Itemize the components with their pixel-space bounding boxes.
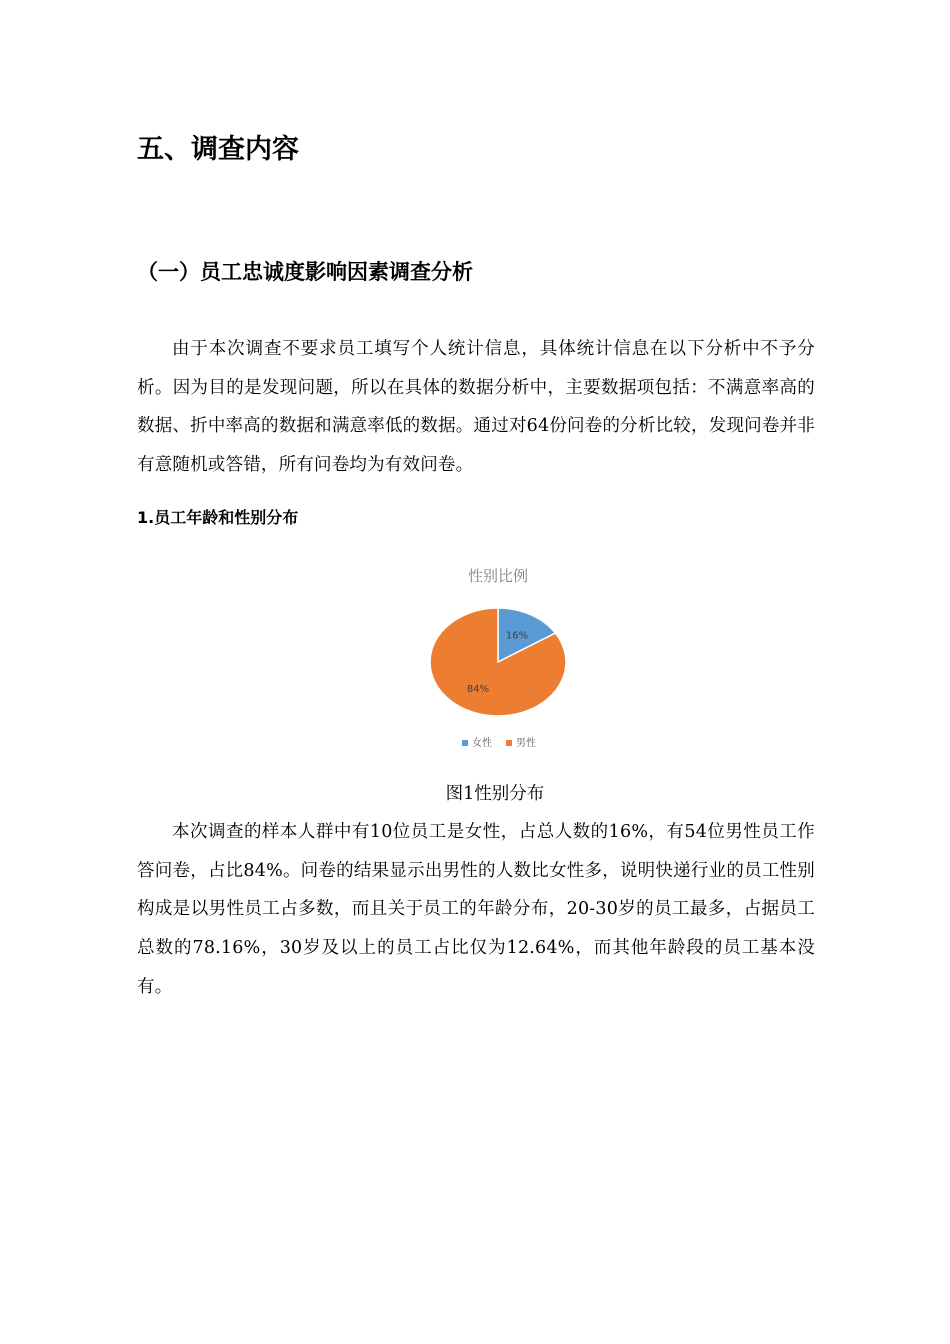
pie-data-label: 16% [505,630,529,642]
legend-label: 男性 [516,738,536,749]
item-heading: 1.员工年龄和性别分布 [137,508,299,527]
section-heading: 五、调查内容 [137,134,299,165]
subsection-heading: （一）员工忠诚度影响因素调查分析 [137,260,473,284]
chart-title: 性别比例 [467,567,529,585]
legend-label: 女性 [472,738,492,749]
figure-caption: 图1性别分布 [445,784,545,804]
chart-legend [462,736,536,749]
legend-swatch [506,740,512,746]
gender-pie-chart [400,555,600,765]
result-paragraph: 本次调查的样本人群中有10位员工是女性，占总人数的16%，有54位男性员工作答问卷，占比84%。问卷的结果显示出男性的人数比女性多，说明快递行业的员工性别构成是以男性员工占多数，而且关于员工的年龄分布，20-30岁的员工最多，占据员工总数的78.16%，30岁及以上的员工占比仅为12.64%，而其他年龄段的员工基本没有。 [137,822,815,997]
legend-swatch [462,740,468,746]
intro-paragraph: 由于本次调查不要求员工填写个人统计信息，具体统计信息在以下分析中不予分析。因为目的是发现问题，所以在具体的数据分析中，主要数据项包括：不满意率高的数据、折中率高的数据和满意率低的数据。通过对64份问卷的分析比较，发现问卷并非有意随机或答错，所有问卷均为有效问卷。 [137,339,815,476]
pie-chart-svg [400,555,600,765]
pie-slices [430,608,566,716]
pie-data-label: 84% [466,684,490,696]
